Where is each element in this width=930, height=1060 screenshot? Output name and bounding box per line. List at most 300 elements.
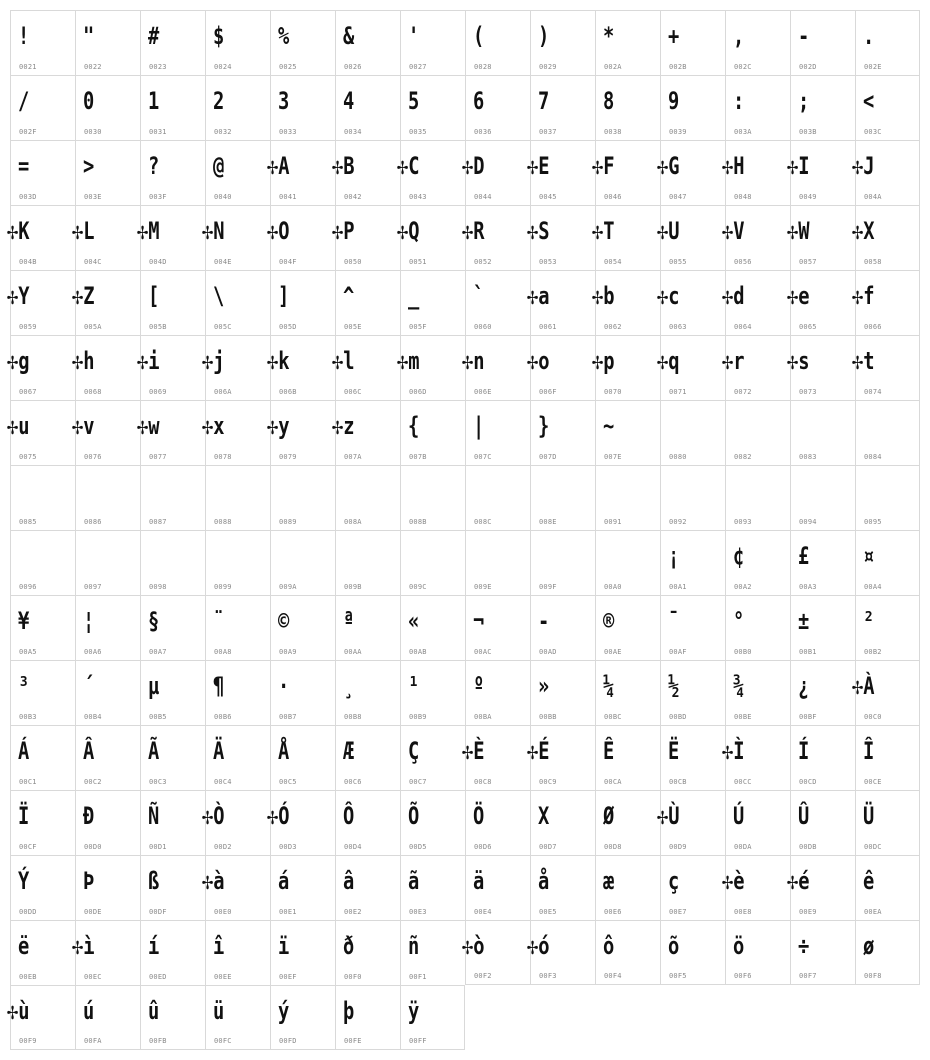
glyph-codepoint: 002F: [19, 128, 37, 136]
glyph-cell: [72, 920, 140, 985]
glyph-sample: ç: [668, 867, 680, 895]
glyph-cell: [462, 335, 530, 400]
glyph-cell: [595, 660, 660, 725]
glyph-sample: ✢u: [7, 412, 30, 440]
glyph-sample: Á: [18, 737, 30, 765]
glyph-codepoint: 004F: [279, 258, 297, 266]
glyph-cell: [787, 205, 855, 270]
glyph-sample: ✢I: [787, 152, 810, 180]
glyph-cell: [140, 75, 205, 140]
glyph-cell: [530, 465, 595, 530]
glyph-codepoint: 00C2: [84, 778, 102, 786]
glyph-sample: ú: [83, 997, 95, 1025]
glyph-cell: [592, 335, 660, 400]
glyph-codepoint: 00F1: [409, 973, 427, 981]
glyph-sample: ✢G: [657, 152, 680, 180]
glyph-cell: [462, 140, 530, 205]
glyph-sample: ¨: [213, 607, 225, 635]
glyph-codepoint: 0032: [214, 128, 232, 136]
glyph-codepoint: 002E: [864, 63, 882, 71]
glyph-cell: [202, 205, 270, 270]
glyph-cell: [270, 465, 335, 530]
glyph-codepoint: 0085: [19, 518, 37, 526]
glyph-cell: [657, 205, 725, 270]
glyph-codepoint: 0025: [279, 63, 297, 71]
glyph-codepoint: 0076: [84, 453, 102, 461]
glyph-cell: [270, 660, 335, 725]
glyph-sample: ð: [343, 932, 355, 960]
glyph-sample: ,: [733, 22, 745, 50]
glyph-cell: [660, 530, 725, 595]
glyph-cell: [657, 140, 725, 205]
glyph-sample: ✢ò: [462, 932, 485, 960]
glyph-cell: [790, 530, 855, 595]
glyph-sample: ✢e: [787, 282, 810, 310]
glyph-codepoint: 00F6: [734, 972, 752, 980]
glyph-cell: [140, 10, 205, 75]
glyph-sample: ✢N: [202, 217, 225, 245]
glyph-sample: ²: [863, 607, 875, 635]
glyph-cell: [527, 205, 595, 270]
glyph-cell: [332, 400, 400, 465]
glyph-codepoint: 0034: [344, 128, 362, 136]
glyph-cell: [267, 140, 335, 205]
glyph-cell: [855, 725, 920, 790]
glyph-codepoint: 00CF: [19, 843, 37, 851]
glyph-sample: 9: [668, 87, 680, 115]
glyph-codepoint: 0091: [604, 518, 622, 526]
glyph-sample: @: [213, 152, 225, 180]
glyph-sample: Ñ: [148, 802, 160, 830]
glyph-cell: [335, 595, 400, 660]
glyph-sample: ¤: [863, 542, 875, 570]
glyph-cell: [75, 530, 140, 595]
glyph-cell: [270, 530, 335, 595]
glyph-codepoint: 00AD: [539, 648, 557, 656]
glyph-cell: [10, 595, 75, 660]
glyph-codepoint: 0054: [604, 258, 622, 266]
glyph-codepoint: 00E8: [734, 908, 752, 916]
glyph-cell: [270, 10, 335, 75]
glyph-codepoint: 00A7: [149, 648, 167, 656]
glyph-codepoint: 0041: [279, 193, 297, 201]
glyph-cell: [855, 465, 920, 530]
glyph-sample: ?: [148, 152, 160, 180]
glyph-sample: »: [538, 672, 550, 700]
glyph-cell: [400, 855, 465, 920]
glyph-cell: [527, 335, 595, 400]
glyph-cell: [400, 790, 465, 855]
glyph-codepoint: 0067: [19, 388, 37, 396]
glyph-codepoint: 00C7: [409, 778, 427, 786]
glyph-cell: [335, 790, 400, 855]
glyph-codepoint: 003F: [149, 193, 167, 201]
glyph-sample: Æ: [343, 737, 355, 765]
glyph-codepoint: 0058: [864, 258, 882, 266]
glyph-sample: ·: [278, 672, 290, 700]
glyph-sample: µ: [148, 672, 160, 700]
glyph-codepoint: 0049: [799, 193, 817, 201]
glyph-cell: [140, 985, 205, 1050]
glyph-cell: [397, 205, 465, 270]
glyph-sample: ✢y: [267, 412, 290, 440]
glyph-codepoint: 008C: [474, 518, 492, 526]
glyph-cell: [10, 140, 75, 205]
glyph-cell: [595, 855, 660, 920]
glyph-cell: [725, 595, 790, 660]
glyph-cell: [270, 725, 335, 790]
glyph-sample: ✢x: [202, 412, 225, 440]
glyph-sample: ✢r: [722, 347, 745, 375]
glyph-sample: æ: [603, 867, 615, 895]
glyph-sample: ✢J: [852, 152, 875, 180]
glyph-codepoint: 0080: [669, 453, 687, 461]
glyph-codepoint: 00F7: [799, 972, 817, 980]
glyph-codepoint: 0035: [409, 128, 427, 136]
glyph-cell: [595, 10, 660, 75]
glyph-cell: [205, 530, 270, 595]
glyph-cell: [595, 400, 660, 465]
glyph-codepoint: 00F0: [344, 973, 362, 981]
glyph-sample: ✢L: [72, 217, 95, 245]
glyph-codepoint: 00E0: [214, 908, 232, 916]
glyph-cell: [657, 270, 725, 335]
glyph-codepoint: 00C1: [19, 778, 37, 786]
glyph-sample: ✢g: [7, 347, 30, 375]
glyph-cell: [7, 335, 75, 400]
glyph-cell: [595, 465, 660, 530]
glyph-codepoint: 0095: [864, 518, 882, 526]
glyph-cell: [725, 660, 790, 725]
glyph-sample: ÷: [798, 932, 810, 960]
glyph-codepoint: 0097: [84, 583, 102, 591]
glyph-codepoint: 0073: [799, 388, 817, 396]
glyph-codepoint: 00B3: [19, 713, 37, 721]
glyph-sample: ✢a: [527, 282, 550, 310]
glyph-codepoint: 009A: [279, 583, 297, 591]
glyph-cell: [400, 725, 465, 790]
glyph-codepoint: 0023: [149, 63, 167, 71]
glyph-codepoint: 003E: [84, 193, 102, 201]
glyph-cell: [205, 595, 270, 660]
glyph-cell: [660, 920, 725, 985]
glyph-codepoint: 004E: [214, 258, 232, 266]
glyph-sample: «: [408, 607, 420, 635]
glyph-sample: ✢v: [72, 412, 95, 440]
glyph-cell: [400, 595, 465, 660]
glyph-codepoint: 00BE: [734, 713, 752, 721]
glyph-codepoint: 00ED: [149, 973, 167, 981]
glyph-cell: [790, 75, 855, 140]
glyph-cell: [335, 660, 400, 725]
glyph-codepoint: 0068: [84, 388, 102, 396]
glyph-sample: [: [148, 282, 160, 310]
glyph-cell: [400, 660, 465, 725]
glyph-sample: ✢È: [462, 737, 485, 765]
glyph-sample: -: [538, 607, 550, 635]
glyph-cell: [10, 920, 75, 985]
glyph-cell: [400, 530, 465, 595]
glyph-cell: [205, 920, 270, 985]
glyph-sample: ô: [603, 932, 615, 960]
glyph-sample: â: [343, 867, 355, 895]
glyph-cell: [787, 270, 855, 335]
glyph-codepoint: 0098: [149, 583, 167, 591]
glyph-cell: [592, 270, 660, 335]
glyph-cell: [660, 725, 725, 790]
glyph-codepoint: 00E6: [604, 908, 622, 916]
glyph-cell: [72, 270, 140, 335]
glyph-codepoint: 00A2: [734, 583, 752, 591]
glyph-cell: [595, 920, 660, 985]
glyph-cell: [722, 725, 790, 790]
glyph-sample: Û: [798, 802, 810, 830]
glyph-cell: [787, 140, 855, 205]
glyph-sample: ✢K: [7, 217, 30, 245]
glyph-codepoint: 006B: [279, 388, 297, 396]
glyph-codepoint: 0072: [734, 388, 752, 396]
glyph-cell: [787, 855, 855, 920]
glyph-codepoint: 0057: [799, 258, 817, 266]
glyph-sample: ✢M: [137, 217, 160, 245]
glyph-codepoint: 007D: [539, 453, 557, 461]
glyph-sample: ✢Y: [7, 282, 30, 310]
glyph-cell: [267, 790, 335, 855]
glyph-cell: [790, 400, 855, 465]
glyph-sample: ✢n: [462, 347, 485, 375]
glyph-cell: [592, 140, 660, 205]
glyph-sample: ✢t: [852, 347, 875, 375]
glyph-sample: ª: [343, 607, 355, 635]
glyph-codepoint: 0030: [84, 128, 102, 136]
glyph-sample: ✢D: [462, 152, 485, 180]
glyph-codepoint: 00CB: [669, 778, 687, 786]
glyph-cell: [722, 335, 790, 400]
glyph-sample: ✢é: [787, 867, 810, 895]
glyph-cell: [462, 205, 530, 270]
glyph-sample: ü: [213, 997, 225, 1025]
glyph-codepoint: 0065: [799, 323, 817, 331]
glyph-cell: [10, 465, 75, 530]
glyph-sample: ¶: [213, 672, 225, 700]
glyph-cell: [465, 10, 530, 75]
glyph-cell: [10, 530, 75, 595]
glyph-sample: ¾: [733, 672, 745, 700]
glyph-sample: ✢B: [332, 152, 355, 180]
glyph-codepoint: 00A9: [279, 648, 297, 656]
glyph-codepoint: 00BA: [474, 713, 492, 721]
glyph-codepoint: 004A: [864, 193, 882, 201]
glyph-codepoint: 00F4: [604, 972, 622, 980]
glyph-sample: ß: [148, 867, 160, 895]
glyph-sample: ': [408, 22, 420, 50]
glyph-sample: ✢P: [332, 217, 355, 245]
glyph-cell: [400, 270, 465, 335]
glyph-codepoint: 0051: [409, 258, 427, 266]
glyph-codepoint: 00CC: [734, 778, 752, 786]
glyph-codepoint: 0055: [669, 258, 687, 266]
glyph-codepoint: 0061: [539, 323, 557, 331]
glyph-sample: ✢U: [657, 217, 680, 245]
glyph-codepoint: 00BC: [604, 713, 622, 721]
glyph-sample: :: [733, 87, 745, 115]
glyph-codepoint: 00C6: [344, 778, 362, 786]
glyph-sample: ✢c: [657, 282, 680, 310]
glyph-codepoint: 00CE: [864, 778, 882, 786]
glyph-codepoint: 0071: [669, 388, 687, 396]
glyph-sample: ✢F: [592, 152, 615, 180]
glyph-cell: [75, 465, 140, 530]
glyph-sample: û: [148, 997, 160, 1025]
glyph-sample: ): [538, 22, 550, 50]
glyph-codepoint: 00EB: [19, 973, 37, 981]
glyph-sample: ¬: [473, 607, 485, 635]
glyph-codepoint: 00A6: [84, 648, 102, 656]
glyph-sample: ñ: [408, 932, 420, 960]
glyph-cell: [332, 205, 400, 270]
glyph-sample: 4: [343, 87, 355, 115]
glyph-sample: =: [18, 152, 30, 180]
glyph-cell: [267, 335, 335, 400]
glyph-sample: ✢h: [72, 347, 95, 375]
glyph-sample: Ô: [343, 802, 355, 830]
glyph-sample: |: [473, 412, 485, 440]
glyph-cell: [855, 75, 920, 140]
glyph-cell: [140, 270, 205, 335]
glyph-cell: [400, 985, 465, 1050]
glyph-codepoint: 00C3: [149, 778, 167, 786]
glyph-codepoint: 0087: [149, 518, 167, 526]
glyph-cell: [852, 270, 920, 335]
glyph-sample: ö: [733, 932, 745, 960]
glyph-cell: [10, 75, 75, 140]
glyph-codepoint: 00AB: [409, 648, 427, 656]
glyph-sample: ✢T: [592, 217, 615, 245]
glyph-sample: 5: [408, 87, 420, 115]
glyph-cell: [657, 335, 725, 400]
glyph-sample: /: [18, 87, 30, 115]
glyph-sample: Í: [798, 737, 810, 765]
glyph-sample: ✢X: [852, 217, 875, 245]
glyph-codepoint: 0036: [474, 128, 492, 136]
glyph-codepoint: 0066: [864, 323, 882, 331]
glyph-grid: [7, 10, 920, 1050]
glyph-codepoint: 0064: [734, 323, 752, 331]
glyph-cell: [725, 920, 790, 985]
glyph-sample: ✢A: [267, 152, 290, 180]
glyph-codepoint: 004B: [19, 258, 37, 266]
glyph-cell: [72, 205, 140, 270]
glyph-codepoint: 0063: [669, 323, 687, 331]
glyph-sample: ✢E: [527, 152, 550, 180]
glyph-sample: 6: [473, 87, 485, 115]
glyph-cell: [852, 335, 920, 400]
glyph-sample: &: [343, 22, 355, 50]
glyph-cell: [202, 855, 270, 920]
glyph-cell: [75, 790, 140, 855]
glyph-sample: ý: [278, 997, 290, 1025]
glyph-sample: ✢ù: [7, 997, 30, 1025]
glyph-codepoint: 007A: [344, 453, 362, 461]
glyph-cell: [660, 465, 725, 530]
glyph-codepoint: 002C: [734, 63, 752, 71]
glyph-sample: ✢w: [137, 412, 160, 440]
glyph-codepoint: 006E: [474, 388, 492, 396]
glyph-cell: [530, 530, 595, 595]
glyph-cell: [75, 595, 140, 660]
glyph-codepoint: 00D7: [539, 843, 557, 851]
glyph-codepoint: 0084: [864, 453, 882, 461]
glyph-codepoint: 0043: [409, 193, 427, 201]
glyph-codepoint: 007E: [604, 453, 622, 461]
glyph-cell: [75, 855, 140, 920]
glyph-sample: ´: [83, 672, 95, 700]
glyph-cell: [462, 725, 530, 790]
glyph-sample: 7: [538, 87, 550, 115]
glyph-cell: [595, 530, 660, 595]
glyph-codepoint: 0052: [474, 258, 492, 266]
glyph-cell: [140, 595, 205, 660]
glyph-cell: [75, 75, 140, 140]
glyph-cell: [335, 855, 400, 920]
glyph-codepoint: 0040: [214, 193, 232, 201]
glyph-codepoint: 0027: [409, 63, 427, 71]
glyph-codepoint: 0037: [539, 128, 557, 136]
glyph-cell: [267, 205, 335, 270]
glyph-sample: ✢d: [722, 282, 745, 310]
glyph-sample: ✢O: [267, 217, 290, 245]
glyph-sample: ✢S: [527, 217, 550, 245]
glyph-cell: [855, 595, 920, 660]
glyph-codepoint: 0092: [669, 518, 687, 526]
glyph-codepoint: 0028: [474, 63, 492, 71]
glyph-codepoint: 00E3: [409, 908, 427, 916]
glyph-cell: [202, 790, 270, 855]
glyph-sample: ✢j: [202, 347, 225, 375]
glyph-sample: `: [473, 282, 485, 310]
glyph-cell: [465, 465, 530, 530]
glyph-sample: ¹: [408, 672, 420, 700]
glyph-codepoint: 00B5: [149, 713, 167, 721]
glyph-codepoint: 00BD: [669, 713, 687, 721]
glyph-cell: [7, 985, 75, 1050]
glyph-cell: [332, 140, 400, 205]
glyph-codepoint: 00D5: [409, 843, 427, 851]
glyph-codepoint: 0042: [344, 193, 362, 201]
glyph-sample: X: [538, 802, 550, 830]
glyph-codepoint: 0044: [474, 193, 492, 201]
glyph-codepoint: 00FE: [344, 1037, 362, 1045]
glyph-codepoint: 00E9: [799, 908, 817, 916]
glyph-cell: [75, 10, 140, 75]
glyph-codepoint: 0031: [149, 128, 167, 136]
glyph-cell: [465, 855, 530, 920]
glyph-cell: [267, 400, 335, 465]
glyph-cell: [140, 660, 205, 725]
glyph-codepoint: 00D0: [84, 843, 102, 851]
glyph-sample: ✢ó: [527, 932, 550, 960]
glyph-codepoint: 0088: [214, 518, 232, 526]
glyph-cell: [790, 790, 855, 855]
glyph-cell: [527, 920, 595, 985]
glyph-cell: [270, 855, 335, 920]
glyph-codepoint: 0062: [604, 323, 622, 331]
glyph-codepoint: 00B1: [799, 648, 817, 656]
glyph-sample: ê: [863, 867, 875, 895]
glyph-sample: Ç: [408, 737, 420, 765]
glyph-cell: [397, 140, 465, 205]
glyph-codepoint: 00FF: [409, 1037, 427, 1045]
